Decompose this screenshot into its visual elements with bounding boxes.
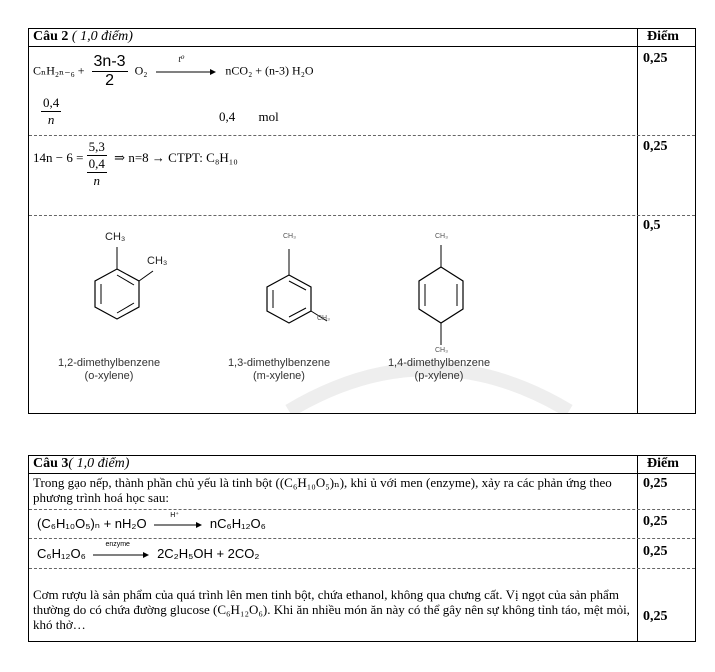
- score-value: 0,25: [643, 476, 668, 491]
- ch3-label: CH₃: [317, 315, 330, 322]
- question-2-heading: [33, 29, 133, 45]
- fraction-numerator: 0,4: [43, 95, 60, 110]
- moles-value: [219, 109, 279, 125]
- question-2-table: [28, 28, 696, 414]
- equation-lhs: (C₆H₁₀O₅)ₙ + nH₂O: [37, 516, 147, 531]
- equation-rhs: nC₆H₁₂O₆: [209, 516, 266, 531]
- ch3-label: CH₃: [105, 231, 126, 243]
- score-value: 0,25: [643, 514, 668, 529]
- arrow-label: t⁰: [178, 53, 185, 64]
- combustion-equation: [33, 53, 314, 90]
- score-value: 0,25: [643, 51, 668, 66]
- conclusion-text: Cơm rượu là sản phẩm của quá trình lên men tinh bột, chứa ethanol, không qua chưng cất. Vị ngọt của sản phẩm thường do có chứa đường glucose (C₆H₁₂O₆). Khi ăn nhiều món ăn này có thể gây nên sự không tỉnh táo, mệt mỏi, khó thở…: [33, 587, 630, 632]
- score-column-divider: [637, 456, 638, 641]
- mass-numerator: 5,3: [88, 139, 105, 154]
- isomer-name: 1,3-dimethylbenzene: [227, 357, 331, 369]
- isomer-common-name: (p-xylene): [414, 370, 464, 382]
- p-xylene-structure: [411, 225, 491, 365]
- row-divider: [29, 215, 695, 216]
- oxygen-coefficient: [92, 53, 128, 90]
- fraction-denominator: n: [47, 112, 55, 127]
- molecular-formula-calculation: [33, 139, 238, 189]
- isomer-caption: [379, 357, 499, 383]
- score-value: 0,25: [643, 139, 668, 154]
- score-value: 0,25: [643, 609, 668, 624]
- row-divider: [29, 538, 695, 539]
- equation-lhs: C₆H₁₂O₆: [37, 546, 86, 561]
- reactant: CₙH₂ₙ₋₆ +: [33, 63, 85, 78]
- m-xylene-structure: [245, 225, 355, 335]
- products: nCO₂ + (n-3) H₂O: [225, 63, 314, 78]
- row-divider: [29, 473, 695, 474]
- o-xylene-structure: [79, 225, 189, 335]
- coefficient-denominator: 2: [105, 72, 114, 89]
- score-header: Điểm: [647, 456, 679, 471]
- isomer-name: 1,2-dimethylbenzene: [57, 357, 161, 369]
- score-column-divider: [637, 29, 638, 413]
- question-3-table: [28, 455, 696, 642]
- question-2-points: ( 1,0 điểm): [68, 29, 133, 44]
- coefficient-numerator: 3n-3: [93, 53, 126, 70]
- arrow-icon: [93, 551, 149, 559]
- arrow-label: H⁺: [170, 511, 179, 519]
- compound-fraction: [87, 139, 107, 189]
- question-3-title: Câu 3: [33, 456, 69, 471]
- row-divider: [29, 509, 695, 510]
- moles-fraction: [41, 95, 61, 128]
- isomer-common-name: (m-xylene): [253, 370, 305, 382]
- inner-numerator: 0,4: [88, 156, 105, 171]
- inner-denominator: n: [93, 173, 101, 188]
- question-3-points: ( 1,0 điểm): [68, 456, 130, 471]
- ch3-label: CH₃: [147, 255, 168, 267]
- arrow-icon: [156, 68, 216, 76]
- moles-denominator: [87, 156, 107, 189]
- reaction-arrow: [93, 540, 149, 559]
- isomer-common-name: (o-xylene): [84, 370, 134, 382]
- arrow-label: enzyme: [105, 540, 130, 548]
- calc-lhs: 14n − 6 =: [33, 150, 84, 165]
- oxygen-moles: 0,4: [219, 109, 236, 124]
- equation-rhs: 2C₂H₅OH + 2CO₂: [157, 546, 260, 561]
- row-divider: [29, 135, 695, 136]
- isomer-caption: [219, 357, 339, 383]
- calc-result: ⇒ n=8 → CTPT: C₈H₁₀: [114, 150, 238, 165]
- question-3-heading: [33, 456, 129, 472]
- ch3-label: CH₃: [283, 233, 296, 240]
- score-value: 0,25: [643, 544, 668, 559]
- hydrolysis-equation: [37, 511, 266, 532]
- reaction-arrow: [154, 511, 202, 529]
- fermentation-equation: [37, 540, 260, 561]
- score-header: Điểm: [647, 29, 679, 44]
- isomer-caption: [49, 357, 169, 383]
- question-2-title: Câu 2: [33, 29, 69, 44]
- reaction-arrow: [156, 53, 216, 76]
- row-divider: [29, 568, 695, 569]
- intro-text: Trong gạo nếp, thành phần chủ yếu là tinh bột ((C₆H₁₀O₅)ₙ), khi ủ với men (enzyme), xảy ra các phản ứng theo phương trình hoá học sau:: [33, 475, 612, 505]
- mole-unit: mol: [258, 109, 279, 124]
- arrow-icon: [154, 521, 202, 529]
- score-value: 0,5: [643, 218, 661, 233]
- row-divider: [29, 46, 695, 47]
- ch3-label: CH₃: [435, 233, 448, 240]
- ch3-label: CH₃: [435, 347, 448, 354]
- isomer-name: 1,4-dimethylbenzene: [387, 357, 491, 369]
- oxygen: O₂: [134, 63, 148, 78]
